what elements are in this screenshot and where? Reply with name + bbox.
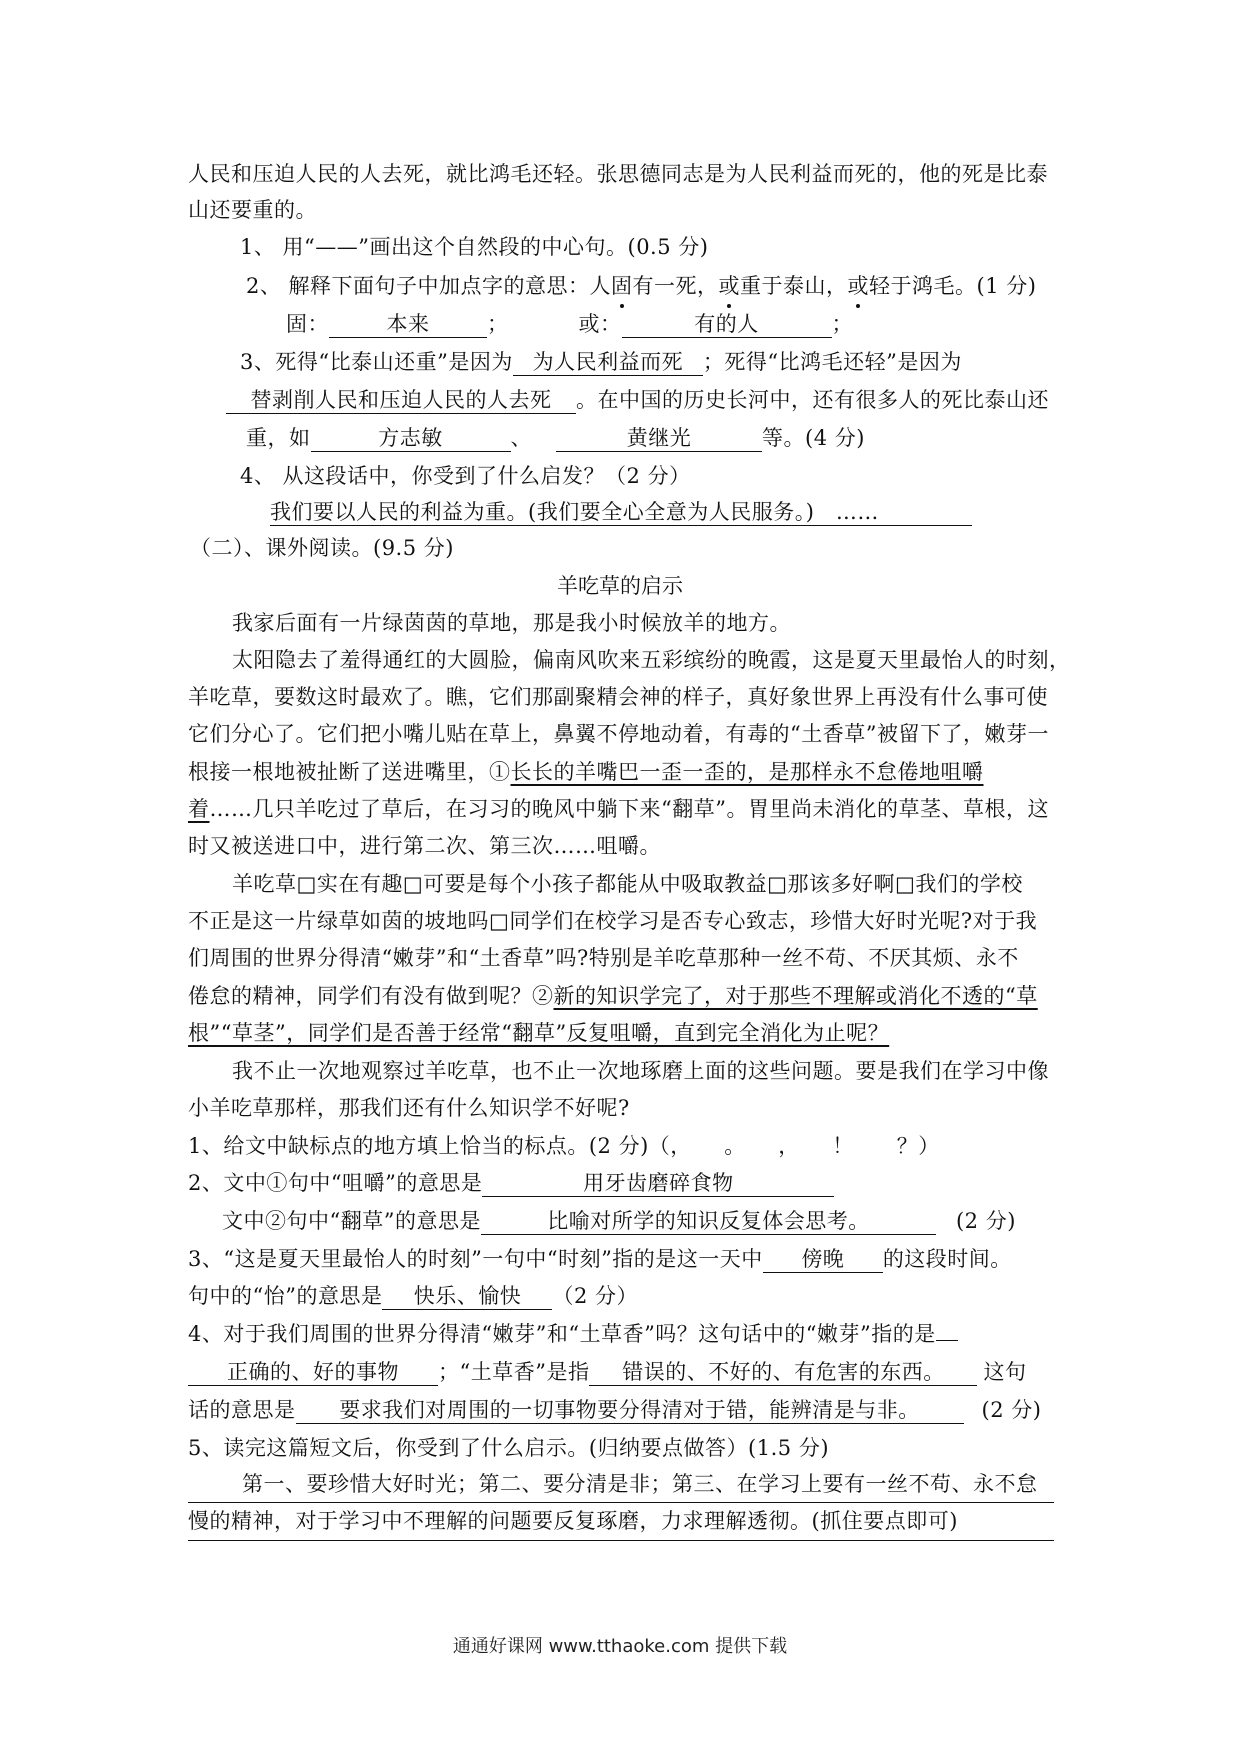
underlined-sentence-1-end: 着	[188, 797, 210, 821]
blank	[936, 1340, 958, 1341]
question-4: 4、 从这段话中，你受到了什么启发？（2 分）	[240, 464, 691, 488]
underlined-sentence-1: 长长的羊嘴巴一歪一歪的，是那样永不怠倦地咀嚼	[510, 760, 984, 784]
q3-text: 。在中国的历史长河中，还有很多人的死比泰山还	[576, 388, 1049, 412]
question-2-answers	[286, 308, 853, 340]
q2-suffix: 轻于鸿毛。(1 分)	[869, 274, 1037, 298]
article-line	[188, 980, 1038, 1012]
article-line: 小羊吃草那样，那我们还有什么知识学不好呢?	[188, 1096, 630, 1120]
question-text: 3、“这是夏天里最怡人的时刻”一句中“时刻”指的是这一天中	[188, 1247, 763, 1271]
article-text: 倦怠的精神，同学们有没有做到呢？②	[188, 984, 554, 1008]
article-line: 它们分心了。它们把小嘴儿贴在草上，鼻翼不停地动着，有毒的“土香草”被留下了，嫩芽一	[188, 722, 1049, 746]
question-2-4	[188, 1318, 958, 1350]
question-2-4c	[188, 1394, 1041, 1426]
q2-prefix: 2、 解释下面句子中加点字的意思：人	[246, 274, 612, 298]
question-text: 话的意思是	[188, 1398, 296, 1422]
article-line	[188, 1017, 889, 1049]
q2-mid1: 有一死，	[632, 274, 719, 298]
article-title: 羊吃草的启示	[557, 574, 683, 598]
article-text: ……几只羊吃过了草后，在习习的晚风中躺下来“翻草”。胃里尚未消化的草茎、草根，这	[209, 797, 1049, 821]
footer-watermark: 通通好课网 www.tthaoke.com 提供下载	[452, 1636, 788, 1657]
article-line: 太阳隐去了羞得通红的大圆脸，偏南风吹来五彩缤纷的晚霞，这是夏天里最怡人的时刻，	[232, 648, 1071, 672]
q2-4-answer-a: 正确的、好的事物	[188, 1359, 438, 1386]
score: (2 分)	[955, 1209, 1016, 1233]
question-2	[246, 270, 1036, 302]
q2-5-answer-line: 慢的精神，对于学习中不理解的问题要反复琢磨，力求理解透彻。(抓住要点即可)	[188, 1509, 958, 1533]
question-text: 4、对于我们周围的世界分得清“嫩芽”和“土草香”吗？这句话中的“嫩芽”指的是	[188, 1322, 936, 1346]
q3-answer-3: 方志敏	[311, 425, 511, 452]
question-2-2b	[222, 1205, 1016, 1237]
q2-mid2: 重于泰山，	[740, 274, 848, 298]
question-text: 的这段时间。	[882, 1247, 1012, 1271]
question-3	[240, 346, 962, 378]
article-text: 根接一根地被扯断了送进嘴里，①	[188, 760, 511, 784]
gu-answer: 本来	[329, 311, 487, 338]
q2-5-answer-line: 第一、要珍惜大好时光；第二、要分清是非；第三、在学习上要有一丝不苟、永不怠	[242, 1472, 1038, 1496]
dotted-char-gu: 固	[611, 270, 633, 302]
q2-4-answer-b: 错误的、不好的、有危害的东西。	[589, 1359, 977, 1386]
q3-text: ；死得“比鸿毛还轻”是因为	[702, 350, 962, 374]
question-2-1: 1、给文中缺标点的地方填上恰当的标点。(2 分)（， 。 ， ！ ？）	[188, 1134, 940, 1158]
question-text: 句中的“怡”的意思是	[188, 1284, 383, 1308]
q3-answer-1: 为人民利益而死	[513, 349, 703, 376]
article-line: 羊吃草，要数这时最欢了。瞧，它们那副聚精会神的样子，真好象世界上再没有什么事可使	[188, 685, 1048, 709]
article-line: 羊吃草□实在有趣□可要是每个小孩子都能从中吸取教益□那该多好啊□我们的学校	[232, 872, 1023, 896]
answer-underline	[188, 1502, 1054, 1503]
article-line	[188, 756, 984, 788]
passage-line: 山还要重的。	[188, 198, 317, 222]
q3-answer-2: 替剥削人民和压迫人民的人去死	[226, 387, 576, 414]
article-line: 们周围的世界分得清“嫩芽”和“土香草”吗?特别是羊吃草那种一丝不苟、不厌其烦、永不	[188, 946, 1019, 970]
q2-4-answer-c: 要求我们对周围的一切事物要分得清对于错，能辨清是与非。	[296, 1397, 964, 1424]
score: （2 分）	[552, 1284, 639, 1308]
separator: ；	[487, 312, 509, 336]
q2-2-answer-a: 用牙齿磨碎食物	[482, 1170, 834, 1197]
section-heading: （二）、课外阅读。(9.5 分)	[190, 536, 454, 560]
question-2-3b	[188, 1280, 638, 1312]
q2-2-answer-b: 比喻对所学的知识反复体会思考。	[481, 1208, 936, 1235]
huo-answer: 有的人	[622, 311, 832, 338]
question-3-line3	[246, 422, 865, 454]
underlined-sentence-2: 新的知识学完了，对于那些不理解或消化不透的“草	[553, 984, 1038, 1008]
q2-3-answer-a: 傍晚	[763, 1246, 883, 1273]
article-line: 时又被送进口中，进行第二次、第三次……咀嚼。	[188, 834, 661, 858]
q3-text: 等。(4 分)	[762, 426, 865, 450]
question-3-line2	[226, 384, 1049, 416]
q4-answer: 我们要以人民的利益为重。(我们要全心全意为人民服务。) ……	[270, 499, 972, 526]
q3-text: 3、死得“比泰山还重”是因为	[240, 350, 513, 374]
underlined-sentence-2-end: 根”“草茎”，同学们是否善于经常“翻草”反复咀嚼，直到完全消化为止呢？	[188, 1021, 890, 1045]
question-text: 文中②句中“翻草”的意思是	[222, 1209, 481, 1233]
answer-underline	[188, 1540, 1054, 1541]
q3-answer-4: 黄继光	[556, 425, 762, 452]
article-line	[188, 793, 1049, 825]
article-line: 我家后面有一片绿茵茵的草地，那是我小时候放羊的地方。	[232, 611, 791, 635]
q3-text: 、	[510, 426, 532, 450]
question-2-5: 5、读完这篇短文后，你受到了什么启示。(归纳要点做答）(1.5 分)	[188, 1436, 830, 1460]
question-4-answer	[270, 496, 972, 528]
huo-label: 或：	[578, 312, 622, 336]
question-text: 这句	[983, 1360, 1027, 1384]
gu-label: 固：	[286, 312, 329, 336]
article-line: 不正是这一片绿草如茵的坡地吗□同学们在校学习是否专心致志，珍惜大好时光呢?对于我	[188, 909, 1038, 933]
dotted-char-huo: 或	[719, 270, 741, 302]
separator: ；	[831, 312, 853, 336]
passage-line: 人民和压迫人民的人去死，就比鸿毛还轻。张思德同志是为人民利益而死的，他的死是比泰	[188, 162, 1048, 186]
question-text: 2、文中①句中“咀嚼”的意思是	[188, 1171, 483, 1195]
q2-3-answer-b: 快乐、愉快	[382, 1283, 552, 1310]
article-line: 我不止一次地观察过羊吃草，也不止一次地琢磨上面的这些问题。要是我们在学习中像	[232, 1059, 1049, 1083]
question-1: 1、 用“——”画出这个自然段的中心句。(0.5 分)	[240, 235, 709, 259]
q3-text: 重，如	[246, 426, 311, 450]
question-text: ；“土草香”是指	[438, 1360, 590, 1384]
score: (2 分)	[981, 1398, 1042, 1422]
question-2-2	[188, 1167, 834, 1199]
question-2-4b	[188, 1356, 1026, 1388]
question-2-3	[188, 1243, 1012, 1275]
dotted-char-huo: 或	[848, 270, 870, 302]
